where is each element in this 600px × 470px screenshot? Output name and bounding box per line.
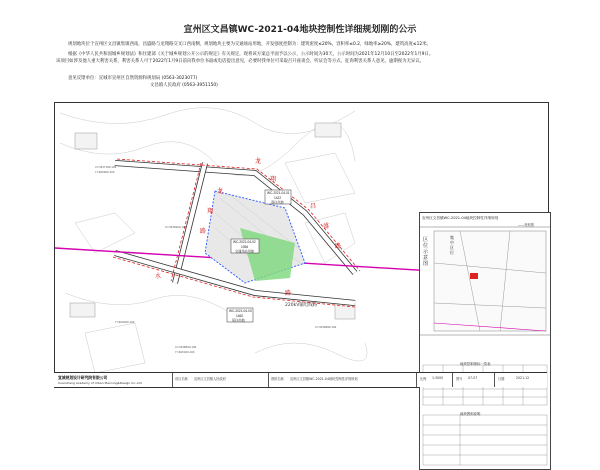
east-road-char-3: 路 xyxy=(335,244,342,250)
svg-text:Y=460020.100: Y=460020.100 xyxy=(115,321,135,324)
svg-text:X=3436900.100: X=3436900.100 xyxy=(165,226,187,229)
project-label: 项目名称 xyxy=(175,377,188,381)
svg-text:Y=460000.100: Y=460000.100 xyxy=(95,171,115,174)
parcel-02-code: WC-2021-04-02 xyxy=(233,240,256,244)
south-road-char-1: 水 xyxy=(155,274,162,280)
svg-text:X=3436880.100: X=3436880.100 xyxy=(315,326,337,329)
drawing-label: 图纸名称 xyxy=(271,377,284,381)
project-name: 宣州区文昌镇人民政府 xyxy=(194,377,226,381)
power-line-label: 220kV输电线路 xyxy=(285,303,318,308)
parcel-01-code: WC-2021-04-01 xyxy=(267,191,290,195)
org-name-en: Xuancheng Academy of Urban Planning&Design Co.,Ltd xyxy=(58,381,142,385)
west-road-char-2: 翔 xyxy=(207,209,214,215)
legend-drawings xyxy=(420,213,550,469)
parcel-01-area: 1422 xyxy=(274,196,282,200)
south-road-char-2: 路 xyxy=(285,291,292,297)
location-label-text: 区位示意图 xyxy=(423,237,429,267)
notes-table-title: 地块图则说明 xyxy=(460,412,481,416)
legend-scale-label: ——规划图 xyxy=(518,223,534,227)
paragraph-1: 规划地块位于宣州区文昌镇集镇西南，昌盛路与龙翔路交叉口西南侧，规划地块主要为交通场站用地，开发强度控制为：建筑密度≤20%，容积率≤0.2，绿地率≥20%，建筑高度≤12米。 xyxy=(68,42,431,47)
divider xyxy=(172,373,173,387)
document-title: 宣州区文昌镇WC-2021-04地块控制性详细规划刚的公示 xyxy=(183,25,417,35)
site-marker xyxy=(470,273,478,279)
legend-title: 宣州区文昌镇WC-2021-04地块控制性详细规划 xyxy=(422,216,499,220)
paragraph-4: 意见反馈单位：宣城市宣州区自然资源和规划局 (0563-3023077) xyxy=(68,76,198,81)
side-label-4: 位 xyxy=(450,250,454,255)
divider xyxy=(268,373,269,387)
paragraph-3: 该项目如涉及他人重大利害关系，利害关系人可于2022年1月9日前向我单位书面或电话提出意见，必要时我单位可采取召开座谈会、听证会等方式，征询利害关系人意见，逾期视为无异议。 xyxy=(56,59,425,64)
east-road-char-1: 昌 xyxy=(310,204,317,210)
parcel-01-use: 商住用地 xyxy=(271,200,284,205)
paragraph-5: 文昌镇人民政府 (0563-3951150) xyxy=(150,83,218,88)
parcel-02-area: 1056 xyxy=(241,245,249,249)
side-label-1: 集 xyxy=(450,235,454,240)
svg-text:Y=460100.100: Y=460100.100 xyxy=(175,351,195,354)
paragraph-2: 根据《中华人民共和国城乡规划法》和住建部《关于城乡规划公开公示的规定》有关规定，现将该方案总平面予以公示，公示时间为30天，公示时间为2021年12月10日至2022年1月9日。 xyxy=(68,52,434,57)
east-road-char-2: 盛 xyxy=(323,224,330,230)
divider xyxy=(494,373,495,387)
north-road-char-1: 龙 xyxy=(255,159,262,165)
svg-text:X=3436800.100: X=3436800.100 xyxy=(175,346,197,349)
west-road-char-1: 龙 xyxy=(217,189,224,195)
location-label xyxy=(423,237,431,267)
divider xyxy=(452,373,453,387)
side-label-column xyxy=(450,235,454,255)
title-block xyxy=(54,372,547,387)
side-label-2: 中 xyxy=(450,240,454,245)
sheet-label: 图号 xyxy=(456,377,463,381)
org-name: 宣城规划设计研究院有限公司 xyxy=(58,375,108,380)
parcel-03-use: 居住用地 xyxy=(232,318,245,323)
side-label-3: 区 xyxy=(450,245,454,250)
west-road-char-3: 路 xyxy=(200,229,207,235)
drawing-name: 宣州区文昌镇WC-2021-04地块控制性详细规划 xyxy=(290,377,358,381)
notes-table xyxy=(423,415,547,465)
parcel-03-code: WC-2021-04-03 xyxy=(229,309,252,313)
north-road-char-2: 翔 xyxy=(270,177,277,183)
indicator-table-title: 地块控制指标一览表 xyxy=(460,362,491,366)
date-value: 2021.12 xyxy=(516,376,530,380)
scale-label: 比例 xyxy=(420,377,427,381)
parcel-02-use: 交通场站用地 xyxy=(235,249,255,254)
planning-map xyxy=(54,102,549,416)
parcel-03-area: 1460 xyxy=(236,314,244,318)
svg-text:X=3437180.100: X=3437180.100 xyxy=(95,166,117,169)
scale-value: 1:3000 xyxy=(432,376,444,380)
sheet-value: 07-07 xyxy=(468,376,478,380)
divider xyxy=(416,373,417,387)
date-label: 日期 xyxy=(498,377,505,381)
legend-panel xyxy=(419,212,551,470)
